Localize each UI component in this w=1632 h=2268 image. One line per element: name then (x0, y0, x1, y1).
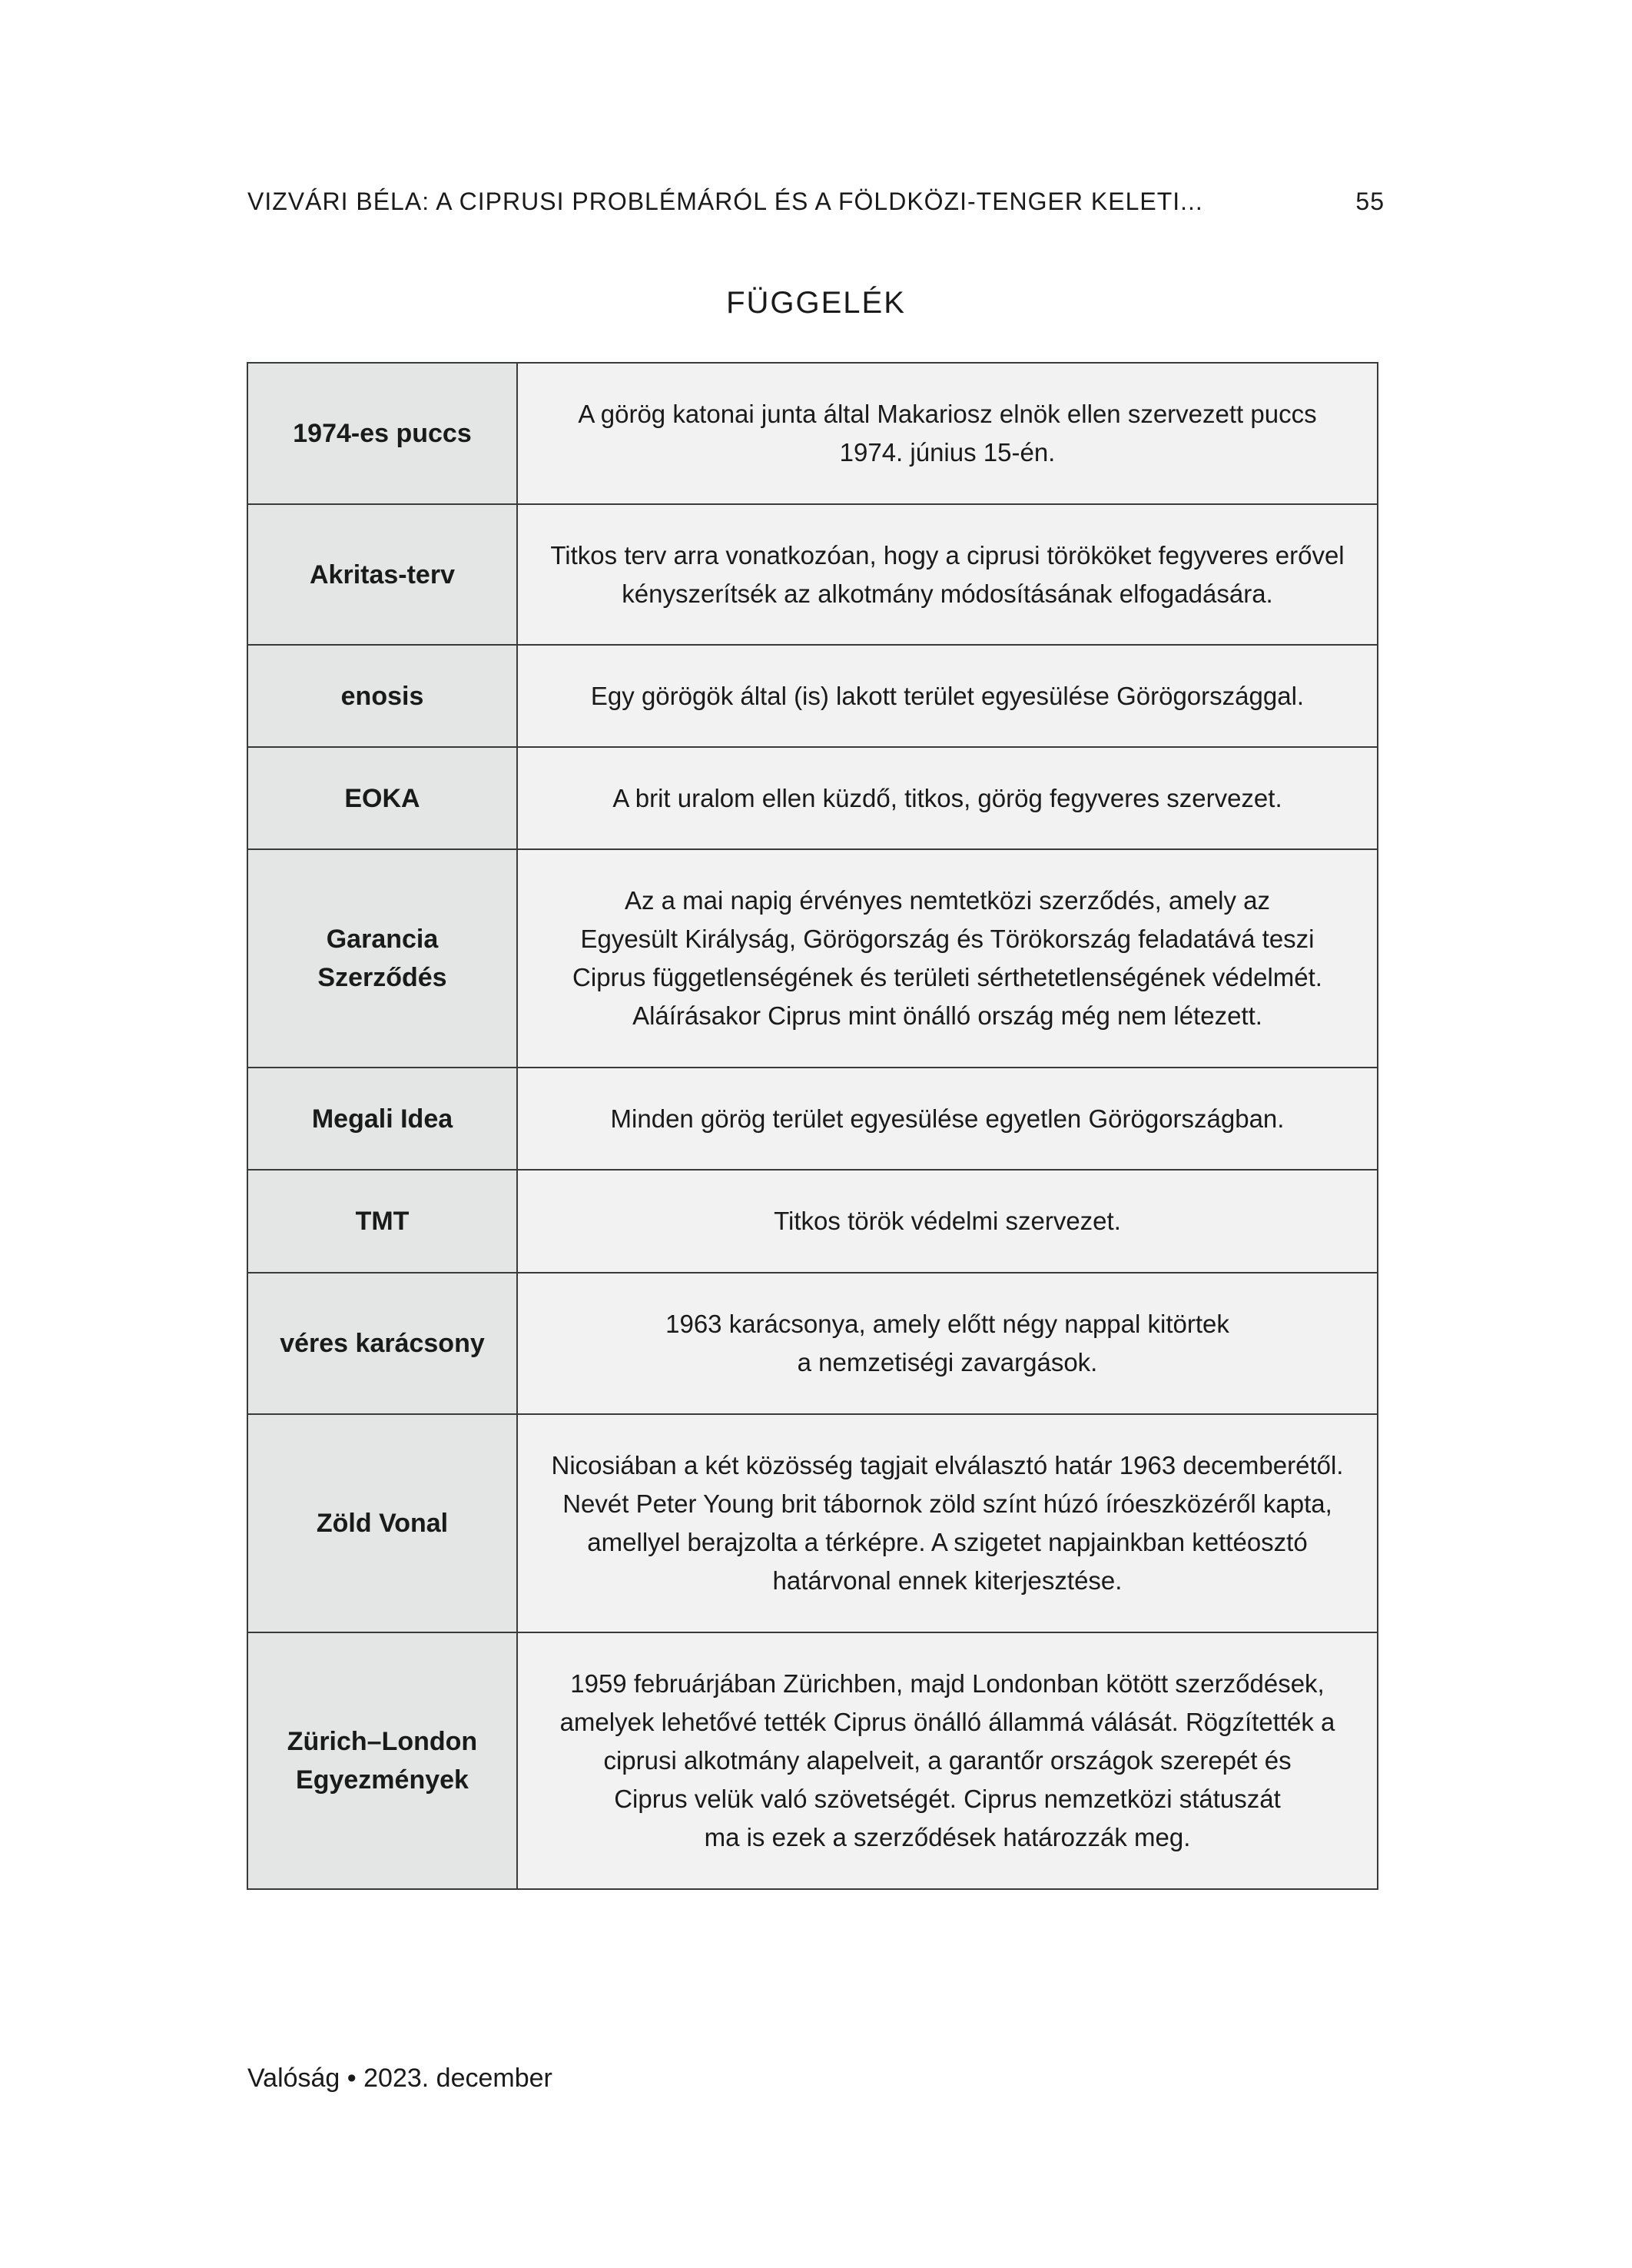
table-row (247, 1068, 1378, 1170)
glossary-term: TMT (247, 1170, 517, 1273)
footer: Valóság • 2023. december (247, 2064, 552, 2093)
glossary-term: Zöld Vonal (247, 1414, 517, 1632)
table-row (247, 1273, 1378, 1414)
glossary-definition: Titkos terv arra vonatkozóan, hogy a ciprusi törököket fegyveres erővel kényszerítsék az alkotmány módosításának elfogadására. (517, 504, 1378, 645)
table-row (247, 1632, 1378, 1889)
table-row (247, 1170, 1378, 1273)
glossary-definition: A brit uralom ellen küzdő, titkos, görög fegyveres szervezet. (517, 747, 1378, 849)
glossary-table (247, 362, 1378, 1890)
table-row (247, 363, 1378, 504)
glossary-definition: A görög katonai junta által Makariosz elnök ellen szervezett puccs 1974. június 15-én. (517, 363, 1378, 504)
glossary-definition: Az a mai napig érvényes nemtetközi szerződés, amely az Egyesült Királyság, Görögország és Törökország feladatává teszi Ciprus függetlenségének és területi sérthetetlenségének védelmét. Aláírásakor Ciprus mint önálló ország még nem létezett. (517, 849, 1378, 1068)
glossary-definition: 1963 karácsonya, amely előtt négy nappal kitörtek a nemzetiségi zavargások. (517, 1273, 1378, 1414)
section-heading: FÜGGELÉK (726, 286, 906, 320)
table-row (247, 747, 1378, 849)
page-number: 55 (1355, 188, 1385, 215)
table-row (247, 1414, 1378, 1632)
glossary-term: 1974-es puccs (247, 363, 517, 504)
glossary-term: Zürich–London Egyezmények (247, 1632, 517, 1889)
glossary-term: enosis (247, 645, 517, 747)
table-row (247, 645, 1378, 747)
glossary-term: EOKA (247, 747, 517, 849)
glossary-definition: Minden görög terület egyesülése egyetlen Görögországban. (517, 1068, 1378, 1170)
glossary-definition: 1959 februárjában Zürichben, majd Londonban kötött szerződések, amelyek lehetővé tették Ciprus önálló állammá válását. Rögzítették a ciprusi alkotmány alapelveit, a garantőr országok szerepét és Ciprus velük való szövetségét. Ciprus nemzetközi státuszát ma is ezek a szerződések határozzák meg. (517, 1632, 1378, 1889)
glossary-definition: Nicosiában a két közösség tagjait elválasztó határ 1963 decemberétől. Nevét Peter Young brit tábornok zöld színt húzó íróeszközéről kapta, amellyel berajzolta a térképre. A szigetet napjainkban kettéosztó határvonal ennek kiterjesztése. (517, 1414, 1378, 1632)
running-header (247, 188, 1385, 218)
table-row (247, 504, 1378, 645)
glossary-term: Megali Idea (247, 1068, 517, 1170)
table-row (247, 849, 1378, 1068)
glossary-term: Garancia Szerződés (247, 849, 517, 1068)
glossary-term: véres karácsony (247, 1273, 517, 1414)
running-title: VIZVÁRI BÉLA: A CIPRUSI PROBLÉMÁRÓL ÉS A FÖLDKÖZI-TENGER KELETI... (247, 188, 1203, 215)
glossary-definition: Egy görögök által (is) lakott terület egyesülése Görögországgal. (517, 645, 1378, 747)
glossary-term: Akritas-terv (247, 504, 517, 645)
glossary-definition: Titkos török védelmi szervezet. (517, 1170, 1378, 1273)
